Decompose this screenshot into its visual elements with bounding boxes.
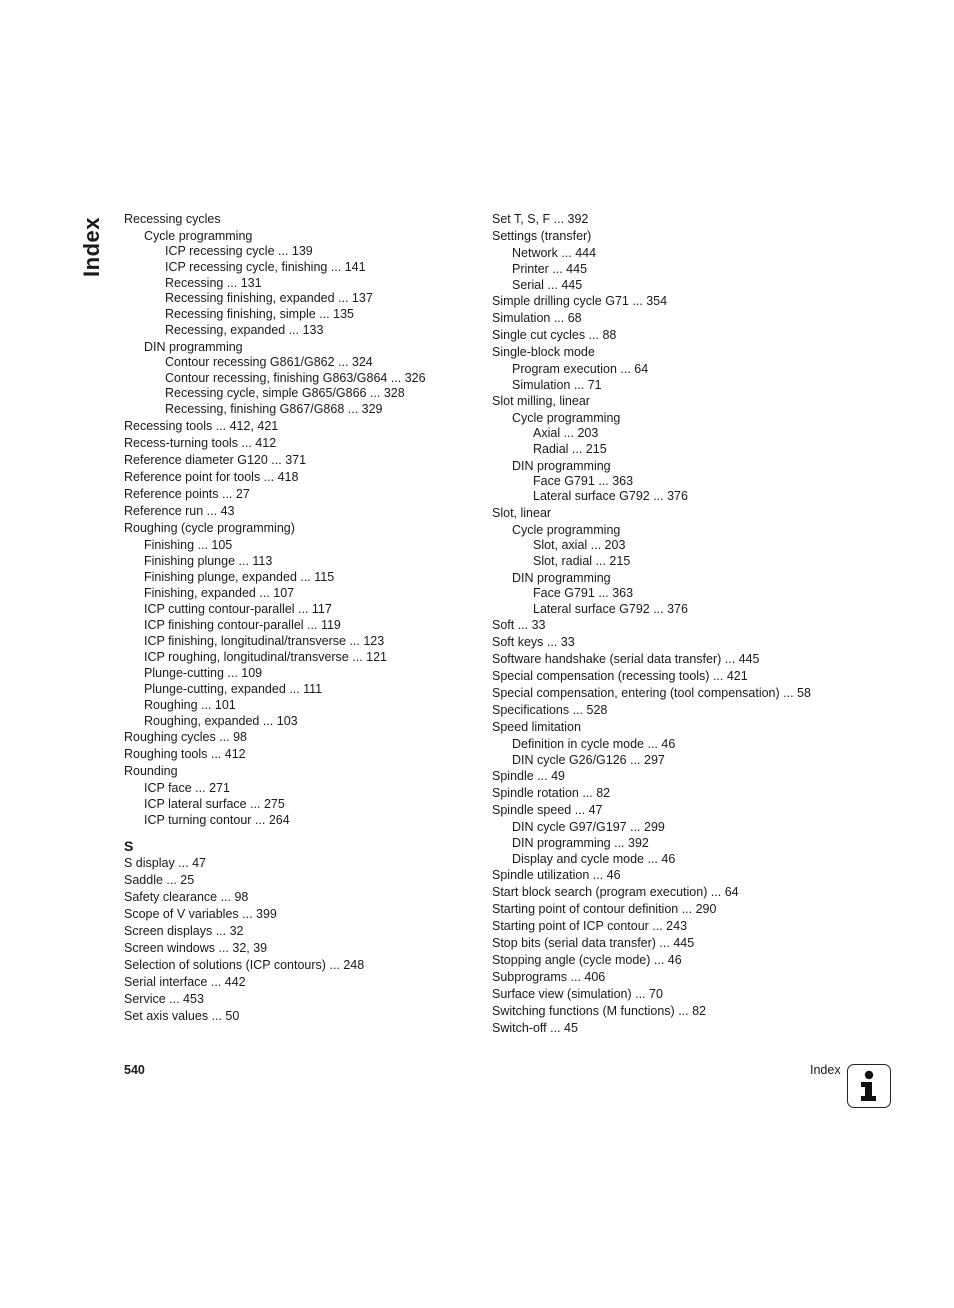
page-number: 540 (124, 1063, 145, 1077)
index-entry: Finishing plunge ... 113 (144, 553, 273, 568)
index-entry: Slot, axial ... 203 (533, 538, 626, 553)
index-entry: Slot milling, linear (492, 394, 590, 408)
index-entry: ICP recessing cycle ... 139 (165, 244, 313, 258)
index-entry: ICP finishing, longitudinal/transverse ... 123 (144, 633, 385, 648)
index-entry: Service ... 453 (124, 991, 204, 1006)
index-entry: Serial ... 445 (512, 278, 583, 292)
index-entry: ICP turning contour ... 264 (144, 812, 290, 827)
index-entry: Simple drilling cycle G71 ... 354 (492, 294, 668, 308)
index-entry: Axial ... 203 (533, 426, 599, 440)
index-entry: S display ... 47 (124, 855, 206, 870)
index-entry: Selection of solutions (ICP contours) ... 248 (124, 957, 365, 972)
index-entry: Soft ... 33 (492, 618, 546, 633)
index-entry: Settings (transfer) (492, 229, 592, 243)
index-entry: Cycle programming (512, 523, 621, 538)
index-entry: ICP recessing cycle, finishing ... 141 (165, 259, 366, 274)
index-entry: Roughing ... 101 (144, 697, 236, 712)
index-entry: Special compensation, entering (tool compensation) ... 58 (492, 686, 811, 701)
index-entry: Roughing cycles ... 98 (124, 729, 247, 744)
index-entry: Reference points ... 27 (124, 486, 250, 501)
index-entry: Definition in cycle mode ... 46 (512, 737, 676, 752)
index-entry: ICP cutting contour-parallel ... 117 (144, 601, 332, 616)
index-entry: Single-block mode (492, 345, 595, 359)
index-entry: Spindle speed ... 47 (492, 803, 603, 818)
index-entry: Set axis values ... 50 (124, 1008, 240, 1023)
index-entry: Special compensation (recessing tools) ... 421 (492, 669, 748, 684)
index-entry: Recessing tools ... 412, 421 (124, 418, 279, 433)
index-entry: Spindle utilization ... 46 (492, 868, 621, 883)
index-entry: Reference point for tools ... 418 (124, 469, 299, 484)
index-entry: Specifications ... 528 (492, 703, 608, 718)
index-entry: Simulation ... 71 (512, 378, 602, 392)
index-entry: DIN programming (512, 570, 611, 585)
index-entry: Display and cycle mode ... 46 (512, 852, 676, 867)
index-entry: Screen windows ... 32, 39 (124, 940, 268, 955)
index-entry: Reference run ... 43 (124, 503, 235, 518)
side-title (80, 212, 104, 282)
index-entry: Lateral surface G792 ... 376 (533, 489, 688, 504)
index-entry: Roughing, expanded ... 103 (144, 713, 298, 728)
index-entry: Soft keys ... 33 (492, 635, 575, 650)
index-entry: Recessing finishing, expanded ... 137 (165, 291, 373, 306)
index-entry: Scope of V variables ... 399 (124, 906, 277, 921)
index-entry: DIN programming (512, 458, 611, 473)
index-entry: Plunge-cutting ... 109 (144, 665, 263, 680)
index-entry: Reference diameter G120 ... 371 (124, 452, 307, 467)
index-entry: Recessing cycles (124, 212, 221, 226)
index-entry: Recessing ... 131 (165, 275, 262, 290)
index-entry: Face G791 ... 363 (533, 585, 634, 600)
index-entry: Starting point of ICP contour ... 243 (492, 919, 688, 934)
info-icon[interactable] (847, 1064, 891, 1108)
index-entry: Cycle programming (144, 229, 253, 243)
index-entry: Spindle ... 49 (492, 769, 565, 784)
index-entry: Rounding (124, 763, 178, 778)
index-entry: Network ... 444 (512, 246, 597, 260)
index-entry: Finishing, expanded ... 107 (144, 585, 295, 600)
index-entry: Screen displays ... 32 (124, 923, 244, 938)
index-entry: Recessing cycle, simple G865/G866 ... 328 (165, 386, 405, 401)
index-entry: Stop bits (serial data transfer) ... 445 (492, 936, 695, 951)
index-entry: Set T, S, F ... 392 (492, 212, 589, 226)
index-entry: Finishing plunge, expanded ... 115 (144, 569, 335, 584)
index-entry: Printer ... 445 (512, 262, 588, 276)
index-entry: Roughing tools ... 412 (124, 746, 246, 761)
index-column-right (492, 211, 892, 1037)
index-entry: Switching functions (M functions) ... 82 (492, 1004, 706, 1019)
index-entry: Surface view (simulation) ... 70 (492, 987, 663, 1002)
index-entry: Contour recessing G861/G862 ... 324 (165, 354, 373, 369)
info-glyph (848, 1065, 889, 1106)
index-entry: Stopping angle (cycle mode) ... 46 (492, 953, 682, 968)
index-entry: Slot, radial ... 215 (533, 553, 631, 568)
index-entry: Cycle programming (512, 411, 621, 425)
index-entry: Plunge-cutting, expanded ... 111 (144, 681, 323, 696)
index-entry: Saddle ... 25 (124, 872, 195, 887)
index-entry: Program execution ... 64 (512, 362, 649, 376)
index-entry: Radial ... 215 (533, 441, 607, 456)
index-entry: Spindle rotation ... 82 (492, 786, 611, 801)
index-entry: DIN cycle G97/G197 ... 299 (512, 820, 665, 835)
side-title-text: Index (79, 217, 104, 277)
index-entry: ICP roughing, longitudinal/transverse ... 121 (144, 649, 387, 664)
index-entry: Lateral surface G792 ... 376 (533, 601, 688, 616)
footer-section-label: Index (810, 1063, 841, 1077)
index-entry: DIN cycle G26/G126 ... 297 (512, 753, 665, 768)
index-entry: ICP finishing contour-parallel ... 119 (144, 617, 341, 632)
index-entry: Recess-turning tools ... 412 (124, 435, 277, 450)
index-entry: Simulation ... 68 (492, 311, 582, 325)
index-entry: Recessing, finishing G867/G868 ... 329 (165, 402, 383, 417)
section-letter: S (124, 837, 134, 854)
index-entry: Slot, linear (492, 506, 552, 521)
index-entry: Serial interface ... 442 (124, 974, 246, 989)
index-entry: Single cut cycles ... 88 (492, 328, 617, 342)
index-entry: Speed limitation (492, 720, 581, 735)
index-entry: DIN programming ... 392 (512, 836, 649, 851)
index-entry: Contour recessing, finishing G863/G864 ... 326 (165, 370, 426, 385)
index-entry: ICP lateral surface ... 275 (144, 796, 285, 811)
index-column-left (124, 211, 474, 1025)
index-entry: DIN programming (144, 339, 243, 354)
index-entry: Start block search (program execution) ... 64 (492, 885, 739, 900)
index-entry: Roughing (cycle programming) (124, 520, 295, 535)
index-entry: Recessing, expanded ... 133 (165, 322, 324, 337)
index-entry: Software handshake (serial data transfer) ... 445 (492, 652, 760, 667)
index-entry: Finishing ... 105 (144, 537, 233, 552)
index-entry: Subprograms ... 406 (492, 970, 606, 985)
index-entry: Recessing finishing, simple ... 135 (165, 307, 354, 322)
index-entry: Safety clearance ... 98 (124, 889, 249, 904)
index-entry: Face G791 ... 363 (533, 473, 634, 488)
index-entry: ICP face ... 271 (144, 780, 230, 795)
index-entry: Starting point of contour definition ... 290 (492, 902, 717, 917)
index-entry: Switch-off ... 45 (492, 1021, 578, 1036)
